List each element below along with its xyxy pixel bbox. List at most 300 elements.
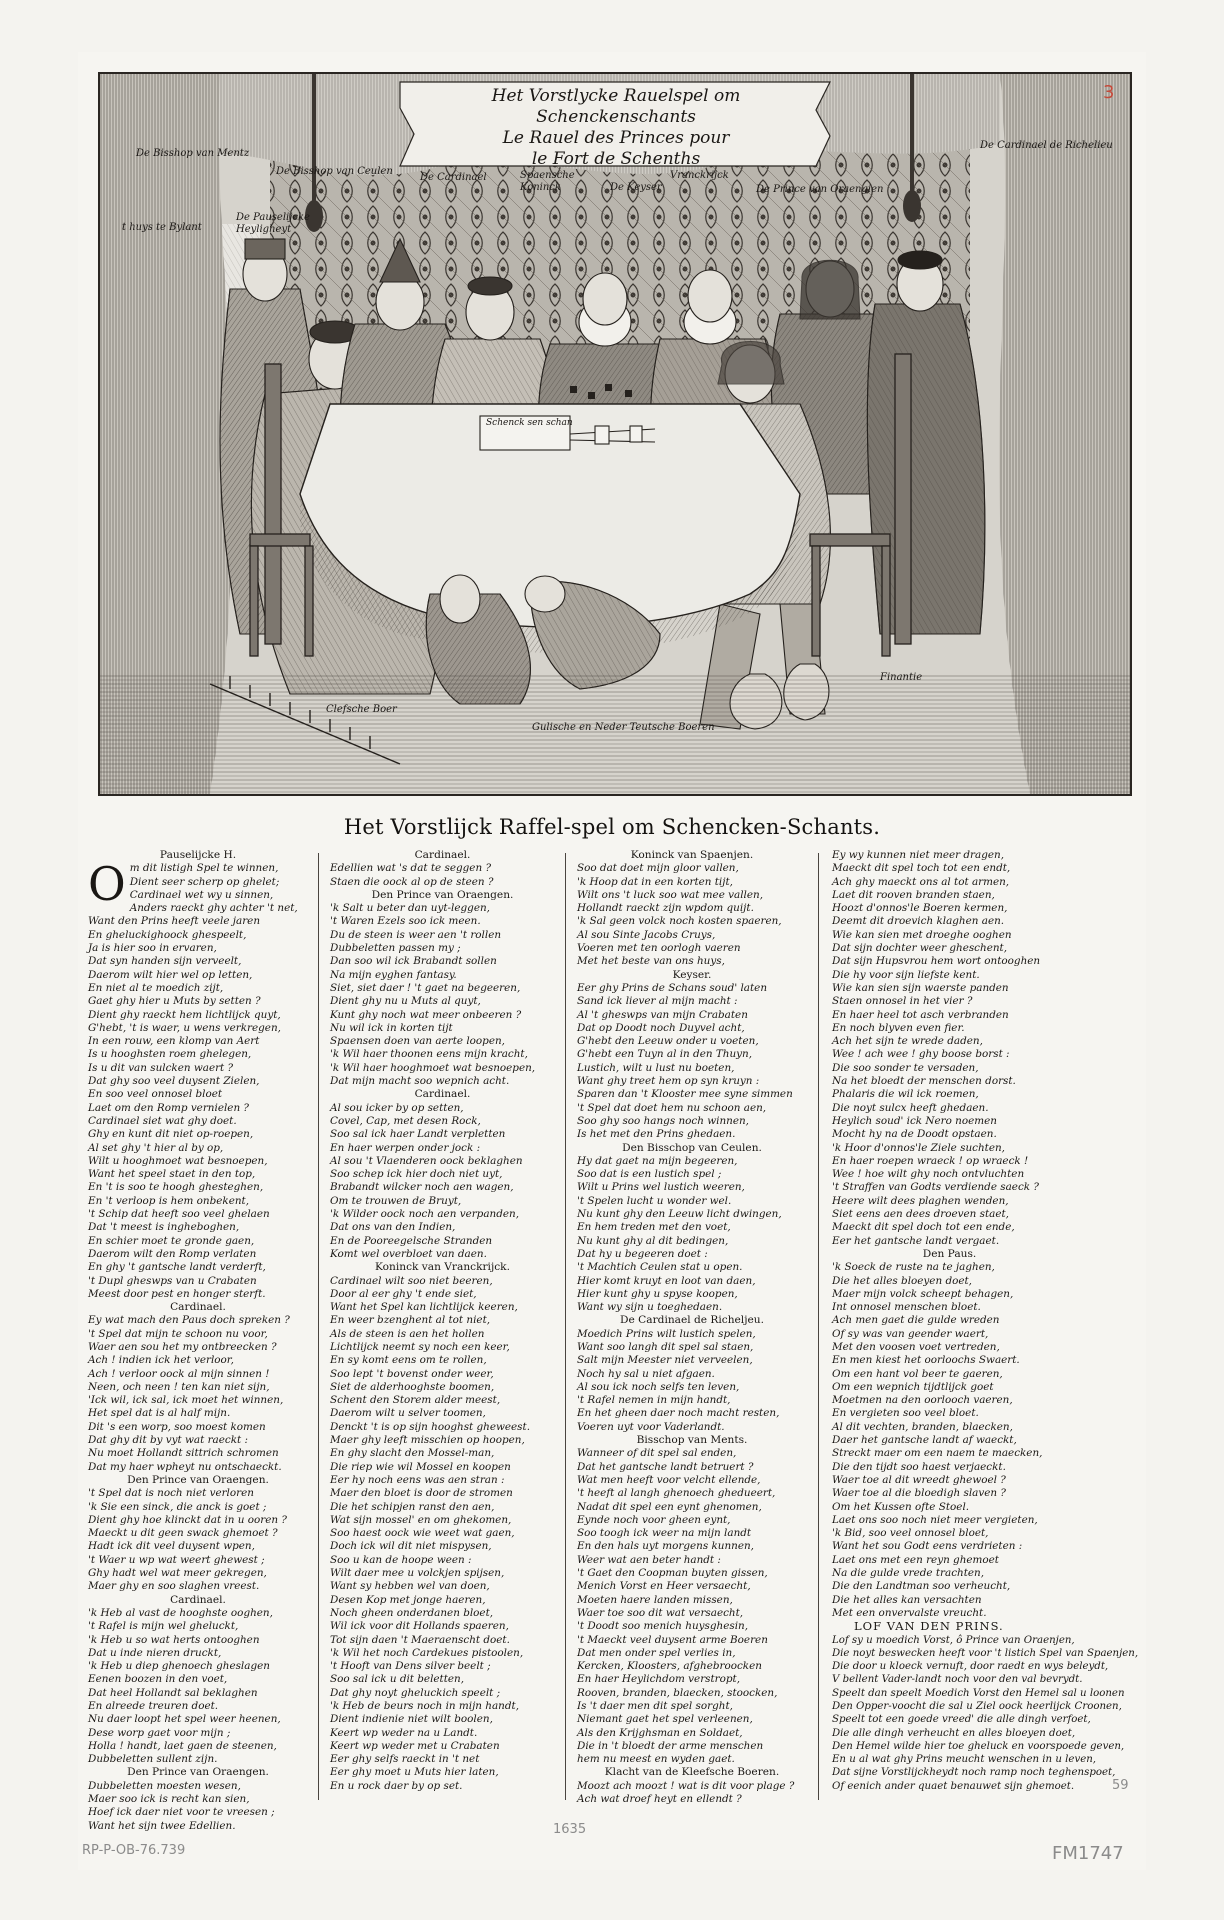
- verse-line: Dat u inde nieren druckt,: [88, 1646, 222, 1659]
- verse-line: En soo veel onnosel bloet: [88, 1088, 223, 1101]
- figure-label: De Cardinael de Richelieu: [980, 140, 1113, 151]
- verse-line: Dient ghy nu u Muts al quyt,: [330, 995, 481, 1008]
- verse-line: Met een onvervalste vreucht.: [832, 1606, 987, 1619]
- verse-line: Die den Landtman soo verheucht,: [832, 1580, 1011, 1593]
- verse-line: Eer het gantsche landt vergaet.: [832, 1234, 1000, 1247]
- verse-line: V bellent Vader-landt noch voor den val bevrydt.: [832, 1674, 1083, 1686]
- verse-line: 'k Heb al vast de hooghste ooghen,: [88, 1606, 273, 1619]
- verse-line: 'k Heb de beurs noch in mijn handt,: [330, 1700, 520, 1712]
- verse-line: Staen onnosel in het vier ?: [832, 995, 973, 1008]
- verse-line: Moedich Prins wilt lustich spelen,: [577, 1327, 756, 1340]
- verse-line: Wanneer of dit spel sal enden,: [577, 1447, 737, 1460]
- verse-line: Lustich, wilt u lust nu boeten,: [577, 1061, 735, 1074]
- verse-line: 't Spel dat doet hem nu schoon aen,: [577, 1101, 767, 1114]
- speaker-heading: Cardinael.: [414, 1088, 471, 1101]
- verse-line: Tot sijn daen 't Maeraenscht doet.: [330, 1633, 510, 1646]
- verse-line: Dat ghy noyt gheluckich speelt ;: [330, 1686, 501, 1699]
- verse-line: Ghy hadt wel wat meer gekregen,: [88, 1567, 267, 1580]
- verse-line: Int onnosel menschen bloet.: [832, 1301, 981, 1314]
- verse-line: Nadat dit spel een eynt ghenomen,: [577, 1500, 762, 1513]
- verse-line: Hier komt kruyt en loot van daen,: [577, 1274, 756, 1287]
- speaker-heading: Den Prince van Oraengen.: [127, 1766, 269, 1779]
- verse-line: Dat sijn dochter weer gheschent,: [832, 942, 1008, 955]
- verse-line: Al sou Sinte Jacobs Cruys,: [577, 928, 716, 941]
- verse-line: Heylich soud' ick Nero noemen: [832, 1114, 997, 1127]
- verse-line: 'k Sie een sinck, die anck is goet ;: [88, 1500, 267, 1513]
- verse-line: 't Straffen van Godts verdiende saeck ?: [832, 1181, 1039, 1194]
- verse-line: Laet om den Romp vernielen ?: [88, 1101, 250, 1114]
- table-card-label: Schenck sen schan: [486, 418, 573, 428]
- verse-line: Dat mijn macht soo wepnich acht.: [330, 1075, 510, 1088]
- verse-line: En de Pooreegelsche Stranden: [330, 1234, 493, 1247]
- speaker-heading: Cardinael.: [170, 1593, 226, 1606]
- verse-line: Maeckt u dit geen swack ghemoet ?: [88, 1527, 278, 1540]
- verse-line: Maer mijn volck scheept behagen,: [832, 1287, 1014, 1300]
- verse-line: Daer het gantsche landt af waeckt,: [832, 1434, 1017, 1447]
- verse-line: Hoef ick daer niet voor te vreesen ;: [88, 1806, 275, 1819]
- verse-line: Noch hy sal u niet afgaen.: [577, 1367, 715, 1380]
- banner-line: le Fort de Schenths: [531, 149, 701, 169]
- verse-line: Die het schipjen ranst den aen,: [330, 1500, 495, 1513]
- figure-label: De Cardinael: [420, 172, 487, 183]
- speaker-heading: Cardinael.: [414, 849, 471, 861]
- verse-line: 't Spelen lucht u wonder wel.: [577, 1194, 732, 1207]
- verse-line: Siet, siet daer ! 't gaet na begeeren,: [330, 981, 521, 994]
- verse-line: En 't is soo te hoogh ghesteghen,: [88, 1181, 264, 1194]
- verse-line: Na mijn eyghen fantasy.: [330, 968, 457, 981]
- verse-line: Soo u kan de hoope ween :: [330, 1553, 472, 1566]
- verse-line: 'k Wil haer thoonen eens mijn kracht,: [330, 1048, 528, 1061]
- verse-line: Hier kunt ghy u spyse koopen,: [577, 1287, 738, 1300]
- verse-line-text: m dit listigh Spel te winnen,: [129, 862, 279, 875]
- verse-line: Waer toe al dit wreedt ghewoel ?: [832, 1473, 1006, 1486]
- verse-line: Of eenich ander quaet benauwet sijn ghemoet.: [832, 1780, 1075, 1792]
- verse-line: Wilt u Prins wel lustich weeren,: [577, 1181, 745, 1194]
- verse-line: Cardinael wilt soo niet beeren,: [330, 1274, 493, 1287]
- figure-label: Clefsche Boer: [326, 704, 397, 715]
- verse-line: Wil ick voor dit Hollands spaeren,: [330, 1620, 509, 1633]
- verse-line: Holla ! handt, laet gaen de steenen,: [88, 1739, 277, 1752]
- verse-line: Edellien wat 's dat te seggen ?: [330, 862, 492, 875]
- verse-line: Dubbeletten sullent zijn.: [88, 1753, 218, 1766]
- verse-line: Rooven, branden, blaecken, stoocken,: [577, 1686, 778, 1699]
- verse-line: Al sou icker by op setten,: [330, 1101, 464, 1114]
- verse-line: Waer toe al die bloedigh slaven ?: [832, 1487, 1006, 1500]
- verse-line: Ach ghy maeckt ons al tot armen,: [832, 875, 1010, 888]
- verse-line: 'k Heb u diep ghenoech gheslagen: [88, 1660, 270, 1673]
- verse-line: 't Waer u wp wat weert ghewest ;: [88, 1553, 265, 1566]
- verse-line: Covel, Cap, met desen Rock,: [330, 1114, 481, 1127]
- verse-line: Om het Kussen ofte Stoel.: [832, 1500, 970, 1513]
- verse-line: Anders raeckt ghy achter 't net,: [129, 902, 298, 915]
- speaker-heading: Klacht van de Kleefsche Boeren.: [604, 1766, 780, 1779]
- verse-line: 'k Wil het noch Cardekues pistoolen,: [330, 1646, 524, 1659]
- verse-line: Weer wat aen beter handt :: [577, 1553, 721, 1566]
- verse-line: 'k Bid, soo veel onnosel bloet,: [832, 1527, 989, 1540]
- verse-line: Soo toogh ick weer na mijn landt: [577, 1527, 752, 1540]
- verse-line: Dient indienie niet wilt boolen,: [330, 1713, 493, 1726]
- verse-line: Dat 't meest is ingheboghen,: [88, 1221, 240, 1234]
- verse-line: Voeren met ten oorlogh vaeren: [577, 942, 741, 955]
- speaker-heading: Koninck van Vranckrijck.: [375, 1261, 510, 1274]
- verse-line: Die noyt sulcx heeft ghedaen.: [832, 1101, 989, 1114]
- figure-label: De Bisshop van Mentz: [136, 148, 250, 159]
- banner-line: Het Vorstlycke Rauelspel om: [491, 86, 741, 106]
- verse-line: En u al wat ghy Prins meucht wenschen in u leven,: [832, 1754, 1097, 1766]
- verse-line: Hy dat gaet na mijn begeeren,: [577, 1154, 738, 1167]
- verse-line: 'k Hoop dat in een korten tijt,: [577, 875, 733, 888]
- verse-line: Dan soo wil ick Brabandt sollen: [330, 955, 497, 968]
- verse-line: Dat het gantsche landt betruert ?: [577, 1460, 754, 1473]
- verse-line: 't Dupl gheswps van u Crabaten: [88, 1274, 257, 1287]
- verse-line: 'k Salt u beter dan uyt-leggen,: [330, 902, 490, 915]
- figure-label: t huys te Bylant: [122, 222, 202, 233]
- verse-line: En u rock daer by op set.: [330, 1779, 463, 1792]
- figure-label: Gulische en Neder Teutsche Boeren: [532, 722, 715, 733]
- verse-line: Die soo sonder te versaden,: [832, 1061, 979, 1074]
- verse-line: Brabandt wilcker noch aen wagen,: [330, 1181, 514, 1194]
- verse-line: Daerom wilt u selver toomen,: [330, 1407, 486, 1420]
- verse-line: Ach wat droef heyt en ellendt ?: [577, 1793, 742, 1806]
- verse-line: Soo dat doet mijn gloor vallen,: [577, 862, 739, 875]
- verse-line: Ach het sijn te wrede daden,: [832, 1035, 983, 1048]
- verse-line: Na het bloedt der menschen dorst.: [832, 1075, 1016, 1088]
- verse-line: hem nu meest en wyden gaet.: [577, 1753, 735, 1766]
- verse-line: Wee ! ach wee ! ghy boose borst :: [832, 1048, 1010, 1061]
- verse-line: Die noyt beswecken heeft voor 't listich Spel van Spaenjen,: [832, 1647, 1139, 1659]
- verse-line: Hoozt d'onnos'le Boeren kermen,: [832, 902, 1008, 915]
- verse-line: Als den Krijghsman en Soldaet,: [577, 1726, 743, 1739]
- verse-line: Keert wp weder na u Landt.: [330, 1726, 478, 1739]
- verse-line: Die hy voor sijn liefste kent.: [832, 968, 980, 981]
- verse-line: Want den Prins heeft veele jaren: [88, 915, 261, 928]
- verse-line: Dat syn handen sijn verveelt,: [88, 955, 242, 968]
- verse-line: 't Spel dat is noch niet verloren: [88, 1487, 254, 1500]
- verse-line: 't Rafel nemen in mijn handt,: [577, 1394, 731, 1407]
- verse-line: Is u hooghsten roem ghelegen,: [88, 1048, 252, 1061]
- verse-line: Om een hant vol beer te gaeren,: [832, 1367, 1003, 1380]
- verse-line: Maer den bloet is door de stromen: [330, 1487, 513, 1500]
- verse-line: En haer heel tot asch verbranden: [832, 1008, 1009, 1021]
- verse-line: Meest door pest en honger sterft.: [88, 1287, 266, 1300]
- verse-line: Denckt 't is op sijn hooghst gheweest.: [330, 1420, 530, 1433]
- verse-line: En haer Heylichdom verstropt,: [577, 1673, 741, 1686]
- verse-line: Ghy en kunt dit niet op-roepen,: [88, 1128, 254, 1141]
- verse-line: Wat men heeft voor velcht ellende,: [577, 1473, 761, 1486]
- verse-line: 'k Wil haer hooghmoet wat besnoepen,: [330, 1061, 536, 1074]
- verse-line: Sand ick liever al mijn macht :: [577, 995, 738, 1008]
- verse-line: Cardinael siet wat ghy doet.: [88, 1114, 237, 1127]
- verse-line: Eer ghy moet u Muts hier laten,: [330, 1766, 499, 1779]
- verse-line: En den hals uyt morgens kunnen,: [577, 1540, 754, 1553]
- verse-line: Wilt daer mee u volckjen spijsen,: [330, 1567, 505, 1580]
- figure-label: Spaensche: [520, 170, 575, 181]
- verse-line: Kercken, Kloosters, afghebroocken: [577, 1660, 762, 1673]
- verse-line: Ach ! verloor oock al mijn sinnen !: [88, 1367, 270, 1380]
- verse-line: Nu wil ick in korten tijt: [330, 1021, 453, 1034]
- verse-line: Neen, och neen ! ten kan niet sijn,: [88, 1380, 270, 1393]
- verse-line: Dat my haer wpheyt nu ontschaeckt.: [88, 1460, 282, 1473]
- verse-line: Met den voosen voet vertreden,: [832, 1340, 1000, 1353]
- verse-line: Eer ghy selfs raeckt in 't net: [330, 1753, 480, 1766]
- verse-line: Wie kan sien sijn waerste panden: [832, 981, 1009, 994]
- verse-line: Dat sijn Hupsvrou hem wort ontooghen: [832, 955, 1041, 968]
- verse-line: Dient seer scherp op ghelet;: [129, 875, 280, 888]
- verse-line: Maer soo ick is recht kan sien,: [88, 1793, 250, 1806]
- verse-line: 't Maeckt veel duysent arme Boeren: [577, 1633, 768, 1646]
- speaker-heading: Cardinael.: [170, 1301, 226, 1314]
- verse-line: Wilt u hooghmoet wat besnoepen,: [88, 1154, 268, 1167]
- verse-line: En schier moet te gronde gaen,: [88, 1234, 255, 1247]
- verse-line: 't Doodt soo menich huysghesin,: [577, 1620, 749, 1633]
- verse-line: En sy komt eens om te rollen,: [330, 1354, 487, 1367]
- verse-line: Al set ghy 't hier al by op,: [88, 1141, 224, 1154]
- verse-line: 't Machtich Ceulen stat u open.: [577, 1261, 743, 1274]
- verse-line: Dit 's een worp, soo moest komen: [88, 1420, 266, 1433]
- verse-line: Als de steen is aen het hollen: [330, 1327, 485, 1340]
- verse-line: Na die gulde vrede trachten,: [832, 1567, 985, 1580]
- verse-line: Want het sijn twee Edellien.: [88, 1819, 236, 1832]
- speaker-heading: Den Prince van Oraengen.: [371, 888, 514, 901]
- verse-line: Dat men onder spel verlies in,: [577, 1646, 736, 1659]
- verse-line: Desen Kop met jonge haeren,: [330, 1593, 486, 1606]
- verse-line: Moetmen na den oorlooch vaeren,: [832, 1394, 1013, 1407]
- verse-line: Die het alles bloeyen doet,: [832, 1274, 972, 1287]
- verse-line: En alreede treuren doet.: [88, 1700, 219, 1712]
- figure-label: De Prince van Oraengien: [756, 184, 884, 195]
- verse-line: Siet eens aen dees droeven staet,: [832, 1208, 1009, 1221]
- figure-label: De Bisshop van Ceulen: [276, 166, 393, 177]
- verse-line: Schent den Storem alder meest,: [330, 1394, 501, 1407]
- verse-line: Soo lept 't bovenst onder weer,: [330, 1367, 494, 1380]
- verse-line: Ja is hier soo in ervaren,: [88, 942, 217, 955]
- text-column-1: [88, 849, 308, 1833]
- speaker-heading: Keyser.: [672, 968, 712, 981]
- verse-line: Dat sijne Vorstlijckheydt noch ramp noch teghenspoet,: [832, 1767, 1116, 1779]
- verse-line: Siet de alderhooghste boomen,: [330, 1380, 495, 1393]
- figure-label: De Keyser: [610, 182, 662, 193]
- verse-line: Dat hy u begeeren doet :: [577, 1247, 708, 1260]
- verse-line: Moozt ach moozt ! wat is dit voor plage ?: [577, 1779, 795, 1792]
- verse-line: Is 't daer men dit spel sorght,: [577, 1700, 733, 1712]
- verse-line: Is u dit van sulcken waert ?: [88, 1061, 234, 1074]
- verse-line: Cardinael wet wy u sinnen,: [129, 888, 274, 901]
- verse-line: Hollandt raeckt zijn wpdom quijt.: [577, 902, 754, 915]
- verse-line: 't Waren Ezels soo ick meen.: [330, 915, 481, 928]
- verse-line: Ach ! indien ick het verloor,: [88, 1354, 234, 1367]
- verse-line: Maeckt dit spel toch tot een endt,: [832, 862, 1011, 875]
- verse-line: Wilt ons 't luck soo wat mee vallen,: [577, 888, 763, 901]
- speaker-heading: Pauselijcke H.: [159, 849, 237, 861]
- verse-line: 'k Hoor d'onnos'le Ziele suchten,: [832, 1141, 1005, 1154]
- figure-label: De Pauselijcke: [236, 212, 310, 223]
- verse-line: G'hebt een Tuyn al in den Thuyn,: [577, 1048, 753, 1061]
- speaker-heading: Koninck van Spaenjen.: [630, 849, 754, 861]
- verse-line: Die riep wie wil Mossel en koopen: [330, 1460, 511, 1473]
- verse-line: Nu kunt ghy den Leeuw licht dwingen,: [577, 1208, 782, 1221]
- verse-line: Hadt ick dit veel duysent wpen,: [88, 1540, 255, 1553]
- verse-line: Wie kan sien met droeghe ooghen: [832, 928, 1012, 941]
- verse-line: Nu moet Hollandt sittrich schromen: [88, 1447, 279, 1460]
- verse-line: Soo schep ick hier doch niet uyt,: [330, 1168, 503, 1181]
- verse-line: 't Schip dat heeft soo veel ghelaen: [88, 1208, 270, 1221]
- verse-line: Want het sou Godt eens verdrieten :: [832, 1540, 1023, 1553]
- verse-line: Dat ons van den Indien,: [330, 1221, 456, 1234]
- verse-line: Lichtlijck neemt sy noch een keer,: [330, 1340, 510, 1353]
- verse-line: 't Hooft van Dens silver beelt ;: [330, 1660, 491, 1673]
- verse-line: G'hebt den Leeuw onder u voeten,: [577, 1035, 759, 1048]
- verse-line: Maer ghy leeft misschien op hoopen,: [330, 1434, 525, 1447]
- verse-line: Keert wp weder met u Crabaten: [330, 1739, 500, 1752]
- verse-line: En haer roepen wraeck ! op wraeck !: [832, 1154, 1029, 1167]
- verse-line: En niet al te moedich zijt,: [88, 981, 224, 994]
- verse-line: En vergieten soo veel bloet.: [832, 1407, 979, 1420]
- verse-line: En haer werpen onder jock :: [330, 1141, 481, 1154]
- verse-line: Want sy hebben wel van doen,: [330, 1580, 490, 1593]
- verse-line: 't Gaet den Coopman buyten gissen,: [577, 1567, 768, 1580]
- speaker-heading: Den Bisschop van Ceulen.: [622, 1141, 762, 1154]
- verse-line: Die het alles kan versachten: [832, 1593, 982, 1606]
- verse-line: Eer ghy Prins de Schans soud' laten: [577, 981, 768, 994]
- verse-line: Door al eer ghy 't ende siet,: [330, 1287, 477, 1300]
- verse-line: Laet ons soo noch niet meer vergieten,: [832, 1513, 1038, 1526]
- date-mark: 1635: [553, 1822, 587, 1837]
- verse-line: 't heeft al langh ghenoech ghedueert,: [577, 1487, 776, 1500]
- speaker-heading: LOF VAN DEN PRINS.: [854, 1619, 1004, 1634]
- collection-mark: FM1747: [1052, 1843, 1124, 1864]
- verse-line: Of sy was van geender waert,: [832, 1327, 989, 1340]
- figure-label: Koninck: [520, 182, 561, 193]
- verse-line: Nu kunt ghy al dit bedingen,: [577, 1234, 729, 1247]
- verse-line: G'hebt, 't is waer, u wens verkregen,: [88, 1021, 281, 1034]
- speaker-heading: Den Prince van Oraengen.: [127, 1473, 269, 1486]
- verse-line: 'Ick wil, ick sal, ick moet het winnen,: [88, 1394, 284, 1407]
- verse-line: Moeten haere landen missen,: [577, 1593, 733, 1606]
- inventory-number: RP-P-OB-76.739: [82, 1843, 186, 1858]
- verse-line: Al sou 't Vlaenderen oock beklaghen: [330, 1154, 523, 1167]
- text-column-3: [577, 849, 807, 1806]
- verse-line: Dubbeletten passen my ;: [330, 942, 461, 955]
- verse-line: Den Hemel wilde hier toe gheluck en voorspoede geven,: [832, 1740, 1125, 1752]
- verse-line: Speelt tot een goede vreed' die alle dingh verfoet,: [832, 1714, 1091, 1726]
- verse-line: Want soo langh dit spel sal staen,: [577, 1340, 754, 1353]
- verse-line: Want het Spel kan lichtlijck keeren,: [330, 1301, 518, 1314]
- verse-line: Du de steen is weer aen 't rollen: [330, 928, 502, 941]
- verse-line: En hem treden met den voet,: [577, 1221, 731, 1234]
- verse-line: Kunt ghy noch wat meer onbeeren ?: [330, 1008, 522, 1021]
- verse-line: En het gheen daer noch macht resten,: [577, 1407, 780, 1420]
- sheet-number: 59: [1112, 1778, 1129, 1793]
- column-divider: [318, 853, 319, 1800]
- verse-line: Niemant gaet het spel verleenen,: [577, 1713, 753, 1726]
- verse-line: Lof sy u moedich Vorst, ô Prince van Oraenjen,: [832, 1634, 1075, 1646]
- verse-line: Soo sal ick haer Landt verpletten: [330, 1128, 506, 1141]
- verse-line: Dat op Doodt noch Duyvel acht,: [577, 1021, 745, 1034]
- drop-cap: O: [88, 857, 126, 912]
- verse-line: Dubbeletten moesten wesen,: [88, 1779, 241, 1792]
- speaker-heading: Den Paus.: [922, 1247, 977, 1260]
- verse-line: Om te trouwen de Bruyt,: [330, 1194, 462, 1207]
- verse-line: Komt wel overbloet van daen.: [330, 1247, 487, 1260]
- verse-line: Sparen dan 't Klooster mee syne simmen: [577, 1088, 793, 1101]
- engraving-banner-title: [446, 86, 786, 170]
- verse-line: Die door u kloeck vernuft, door raedt en wys beleydt,: [832, 1661, 1109, 1673]
- verse-line: Al 't gheswps van mijn Crabaten: [577, 1008, 748, 1021]
- verse-line: Heere wilt dees plaghen wenden,: [832, 1194, 1009, 1207]
- verse-line: Want het speel staet in den top,: [88, 1168, 256, 1181]
- verse-line: Want ghy treet hem op syn kruyn :: [577, 1075, 760, 1088]
- verse-line: Wee ! hoe wilt ghy noch ontvluchten: [832, 1168, 1025, 1181]
- column-divider: [818, 853, 819, 1800]
- verse-line: Ach men gaet die gulde wreden: [832, 1314, 1000, 1327]
- verse-line: In een rouw, een klomp van Aert: [88, 1035, 260, 1048]
- verse-line: Noch gheen onderdanen bloet,: [330, 1606, 494, 1619]
- speaker-heading: De Cardinael de Richeljeu.: [620, 1314, 764, 1327]
- verse-line: Den Opper-voocht die sal u Ziel oock heerlijck Croonen,: [832, 1701, 1122, 1712]
- verse-line: En weer bzenghent al tot niet,: [330, 1314, 491, 1327]
- verse-line: Waer aen sou het my ontbreecken ?: [88, 1340, 277, 1353]
- verse-line: Doch ick wil dit niet mispysen,: [330, 1540, 492, 1553]
- verse-line: Daerom wilt den Romp verlaten: [88, 1247, 257, 1260]
- banner-line: Le Rauel des Princes pour: [502, 128, 730, 148]
- verse-line: En ghy 't gantsche landt verderft,: [88, 1261, 266, 1274]
- verse-line: 't Rafel is mijn wel gheluckt,: [88, 1620, 239, 1633]
- verse-line: En men kiest het oorloochs Swaert.: [832, 1354, 1020, 1367]
- verse-line: Spaensen doen van aerte loopen,: [330, 1035, 505, 1048]
- banner-line: Schenckenschants: [536, 107, 696, 127]
- verse-line: Met het beste van ons huys,: [577, 955, 725, 968]
- verse-line: Staen die oock al op de steen ?: [330, 875, 494, 888]
- verse-line: Dese worp gaet voor mijn ;: [88, 1726, 231, 1739]
- verse-line: Menich Vorst en Heer versaecht,: [577, 1580, 751, 1593]
- verse-line: Voeren uyt voor Vaderlandt.: [577, 1420, 725, 1433]
- verse-line: Laet ons met een reyn ghemoet: [832, 1553, 999, 1566]
- corner-number: 3: [1103, 82, 1115, 103]
- verse-line: Om een wepnich tijdtlijck goet: [832, 1380, 994, 1393]
- verse-line: Soo ghy soo hangs noch winnen,: [577, 1114, 749, 1127]
- verse-line: Daerom wilt hier wel op letten,: [88, 968, 253, 981]
- verse-line: Waer toe soo dit wat versaecht,: [577, 1606, 744, 1619]
- verse-line: En noch blyven even fier.: [832, 1021, 965, 1034]
- verse-line: Dat ghy dit by vyt wat raeckt :: [88, 1434, 248, 1447]
- verse-line: Want wy sijn u toeghedaen.: [577, 1301, 723, 1314]
- verse-line: Gaet ghy hier u Muts by setten ?: [88, 995, 261, 1008]
- verse-line: Het spel dat is al half mijn.: [88, 1407, 231, 1420]
- verse-line: Ey wat mach den Paus doch spreken ?: [88, 1314, 290, 1327]
- verse-line: 't Spel dat mijn te schoon nu voor,: [88, 1327, 268, 1340]
- verse-line: Speelt dan speelt Moedich Vorst den Hemel sal u loonen: [832, 1687, 1125, 1699]
- verse-line: Eynde noch voor gheen eynt,: [577, 1513, 731, 1526]
- verse-line: Nu daer loopt het spel weer heenen,: [88, 1713, 281, 1726]
- verse-line: Dat heel Hollandt sal beklaghen: [88, 1686, 258, 1699]
- page-title: Het Vorstlijck Raffel-spel om Schencken-Schants.: [343, 815, 881, 839]
- verse-line: En gheluckighoock ghespeelt,: [88, 928, 247, 941]
- verse-line: Dient ghy raeckt hem lichtlijck quyt,: [88, 1008, 281, 1021]
- verse-line: Die in 't bloedt der arme menschen: [577, 1739, 764, 1752]
- speaker-heading: Bisschop van Ments.: [636, 1434, 748, 1447]
- verse-line: Laet dit rooven branden staen,: [832, 888, 995, 901]
- verse-line: Is het met den Prins ghedaen.: [577, 1128, 736, 1141]
- verse-line: Streckt maer om een naem te maecken,: [832, 1447, 1043, 1460]
- verse-line: 'k Wilder oock noch aen verpanden,: [330, 1208, 520, 1221]
- verse-line: Maer ghy en soo slaghen vreest.: [88, 1580, 260, 1593]
- engraving-plate: [98, 72, 1132, 796]
- verse-line: Soo haest oock wie weet wat gaen,: [330, 1527, 515, 1540]
- verse-line: Soo sal ick u dit beletten,: [330, 1673, 465, 1686]
- verse-line: Eenen boozen in den voet,: [88, 1673, 228, 1686]
- figure-label: Vranckrijck: [670, 170, 729, 181]
- verse-line: Mocht hy na de Doodt opstaen.: [832, 1128, 997, 1141]
